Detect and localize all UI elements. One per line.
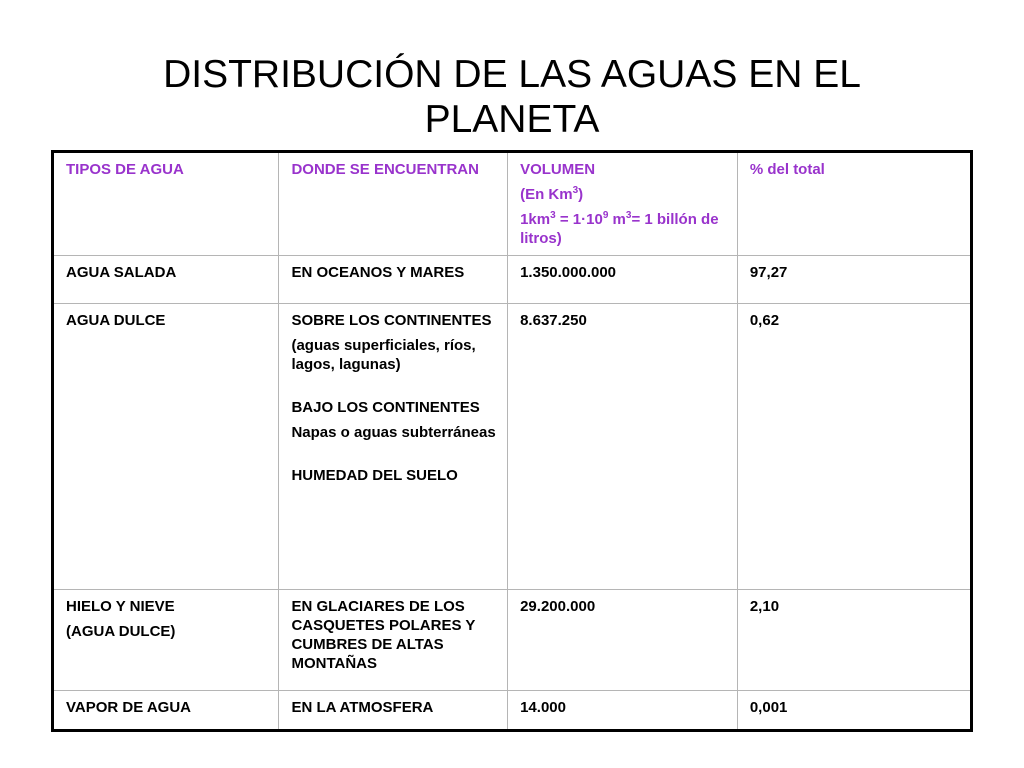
- header-volumen-unit: (En Km$^3$): [520, 185, 584, 203]
- table-header-row: [53, 152, 972, 256]
- slide-title-line-1: DISTRIBUCIÓN DE LAS AGUAS EN EL: [163, 53, 861, 96]
- tipo-agua-dulce: (AGUA DULCE): [66, 623, 176, 640]
- slide-title-line-2: PLANETA: [424, 98, 600, 141]
- donde-subterraneas: Napas o aguas subterráneas: [291, 424, 496, 441]
- cell-volumen: 29.200.000: [508, 590, 738, 691]
- table-row: [53, 304, 972, 590]
- donde-sobre: SOBRE LOS CONTINENTES: [291, 312, 492, 329]
- cell-donde: EN LA ATMOSFERA: [279, 691, 508, 731]
- table-row: [53, 590, 972, 691]
- table-row: [53, 256, 972, 304]
- cell-tipo: [53, 590, 279, 691]
- cell-tipo: VAPOR DE AGUA: [53, 691, 279, 731]
- cell-pct: 97,27: [737, 256, 971, 304]
- donde-humedad: HUMEDAD DEL SUELO: [291, 467, 458, 484]
- header-volumen-equivalence: $1km^3 = 1\cdot 10^9$ $m^3= 1$ billón de litros): [520, 210, 719, 247]
- header-donde: DONDE SE ENCUENTRAN: [279, 152, 508, 256]
- cell-pct: 0,001: [737, 691, 971, 731]
- cell-donde: EN GLACIARES DE LOS CASQUETES POLARES Y CUMBRES DE ALTAS MONTAÑAS: [279, 590, 508, 691]
- cell-volumen: 8.637.250: [508, 304, 738, 590]
- cell-tipo: AGUA DULCE: [53, 304, 279, 590]
- table-row: [53, 691, 972, 731]
- donde-bajo: BAJO LOS CONTINENTES: [291, 399, 480, 416]
- cell-tipo: AGUA SALADA: [53, 256, 279, 304]
- tipo-hielo: HIELO Y NIEVE: [66, 598, 175, 615]
- cell-pct: 2,10: [737, 590, 971, 691]
- header-tipos: TIPOS DE AGUA: [53, 152, 279, 256]
- cell-volumen: 14.000: [508, 691, 738, 731]
- water-distribution-table: [51, 150, 973, 732]
- slide-title: [0, 52, 1024, 142]
- cell-donde: EN OCEANOS Y MARES: [279, 256, 508, 304]
- header-volumen-label: VOLUMEN: [520, 161, 596, 178]
- donde-superficiales: (aguas superficiales, ríos, lagos, lagunas): [291, 337, 476, 373]
- cell-pct: 0,62: [737, 304, 971, 590]
- cell-volumen: 1.350.000.000: [508, 256, 738, 304]
- cell-donde: [279, 304, 508, 590]
- header-pct: % del total: [737, 152, 971, 256]
- header-volumen: [508, 152, 738, 256]
